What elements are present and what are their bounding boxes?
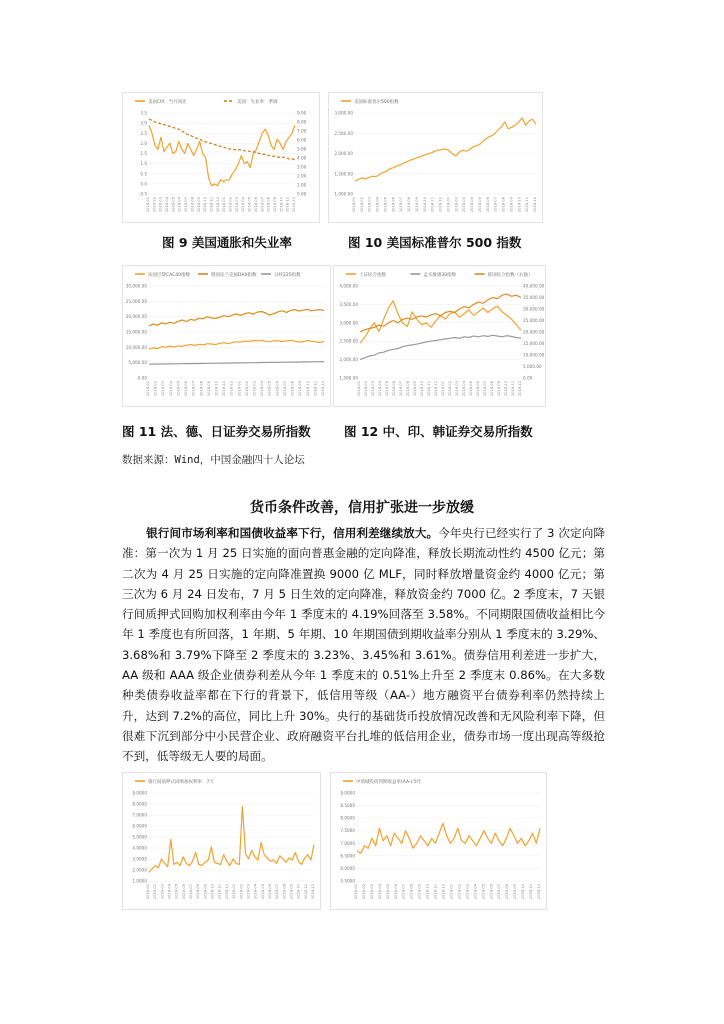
x-tick-label: 2018-08 — [409, 884, 414, 900]
x-tick-label: 2018-11 — [313, 381, 318, 397]
y-tick-label: 2,500.00 — [339, 338, 358, 344]
x-tick-label: 2018-07 — [260, 197, 265, 213]
y-tick-label: 3.0 — [140, 120, 147, 126]
x-tick-label: 2018-03 — [158, 197, 163, 213]
x-tick-label: 2018-09 — [513, 884, 518, 900]
y-tick-label: 1.0000 — [132, 878, 147, 884]
x-tick-label: 2018-02 — [454, 197, 459, 213]
chart-fig11 — [122, 265, 331, 407]
x-tick-label: 2018-10 — [305, 381, 310, 397]
x-tick-label: 2018-12 — [311, 884, 315, 900]
x-tick-label: 2018-09 — [497, 381, 501, 397]
series-line — [360, 294, 521, 332]
series-line — [149, 340, 324, 349]
y-right-tick-label: 30,000.00 — [523, 306, 545, 312]
y-right-tick-label: 20,000.00 — [523, 329, 545, 335]
series-line — [360, 335, 521, 359]
x-tick-label: 2018-11 — [303, 884, 308, 900]
x-tick-label: 2018-04 — [260, 381, 265, 397]
y-tick-label: 2.0 — [140, 140, 147, 146]
x-tick-label: 2018-06 — [267, 884, 272, 900]
x-tick-label: 2018-10 — [420, 381, 424, 397]
x-tick-label: 2018-12 — [292, 197, 296, 213]
x-tick-label: 2018-10 — [504, 381, 508, 397]
y-right-tick-label: 5.00 — [297, 146, 307, 152]
x-tick-label: 2018-05 — [267, 381, 272, 397]
x-tick-label: 2018-04 — [168, 381, 173, 397]
x-tick-label: 2018-06 — [391, 197, 396, 213]
x-tick-label: 2018-12 — [434, 381, 438, 397]
x-tick-label: 2018-10 — [296, 884, 301, 900]
x-tick-label: 2018-07 — [483, 381, 487, 397]
x-tick-label: 2018-11 — [529, 884, 534, 900]
legend-label: 孟买敏感30指数 — [423, 273, 457, 278]
x-tick-label: 2018-02 — [239, 884, 244, 900]
y-right-tick-label: 5,000.00 — [523, 364, 542, 369]
paragraph-text: 今年央行已经实行了 3 次定向降准：第一次为 1 月 25 日实施的面向普惠金融的定向降准，释放长期流动性约 4500 亿元；第二次为 4 月 25 日实施的定向降准置换 9000 亿 MLF，同时释放增量资金约 4000 亿元；第三次为 6 月 24 日发布，7 月 5 日生效的定向降准，释放资金约 7000 亿。2 季度末，7 天银行间质押式回购加权利率由今年 1 季度末的 4.19%回落至 3.58%。不同期限国债收益相比今年 1 季度也有所回落，1 年期、5 年期、10 年期国债到期收益率分别从 1 季度末的 3.29%、3.68%和 3.79%下降至 2 季度末的 3.23%、3.45%和 3.61%。债券信用利差进一步扩大，AA 级和 AAA 级企业债券利差从今年 1 季度末的 0.51%上升至 2 季度末 0.86%。在大多数种类债券收益率都在下行的背景下，低信用等级（AA-）地方融资平台债券利率仍然持续上升，达到 7.2%的高位，同比上升 30%。央行的基础货币投放情况改善和无风险利率下降，但很难下沉到部分中小民营企业、政府融资平台扎堆的低信用企业，债券市场一度出现高等级抢不到，低等级无人要的局面。 — [122, 526, 605, 764]
x-tick-label: 2018-08 — [290, 381, 295, 397]
y-tick-label: 5.0000 — [132, 834, 147, 840]
y-right-tick-label: 0.00 — [297, 191, 307, 197]
x-tick-label: 2018-12 — [537, 884, 541, 900]
x-tick-label: 2018-04 — [470, 197, 475, 213]
x-tick-label: 2018-11 — [511, 381, 515, 397]
data-source-note: 数据来源：Wind，中国金融四十人论坛 — [122, 454, 305, 466]
y-tick-label: 9.0000 — [132, 790, 147, 796]
x-tick-label: 2018-08 — [505, 884, 510, 900]
x-tick-label: 2018-11 — [525, 197, 530, 213]
x-tick-label: 2018-10 — [422, 197, 427, 213]
x-tick-label: 2018-03 — [234, 197, 239, 213]
y-right-tick-label: 2.00 — [297, 173, 307, 179]
y-right-tick-label: 9.00 — [297, 110, 307, 116]
y-tick-label: 8.0000 — [132, 801, 147, 807]
x-tick-label: 2018-01 — [237, 381, 242, 397]
x-tick-label: 2018-07 — [401, 884, 406, 900]
y-right-tick-label: 4.00 — [297, 155, 307, 161]
section-title: 货币条件改善，信用扩张进一步放缓 — [250, 500, 474, 516]
x-tick-label: 2018-12 — [215, 197, 220, 213]
x-tick-label: 2018-06 — [181, 884, 186, 900]
y-tick-label: 4.0000 — [132, 845, 147, 851]
y-tick-label: 6.0000 — [340, 865, 355, 871]
y-tick-label: 5,000.00 — [128, 360, 147, 366]
x-tick-label: 2018-08 — [282, 884, 287, 900]
series-line — [360, 301, 521, 343]
x-tick-label: 2018-05 — [469, 381, 473, 397]
y-tick-label: 5.5000 — [340, 878, 355, 884]
x-tick-label: 2018-02 — [457, 884, 462, 900]
x-tick-label: 2018-12 — [441, 884, 446, 900]
y-right-tick-label: 40,000.00 — [523, 283, 545, 289]
y-right-tick-label: 25,000.00 — [523, 318, 545, 323]
series-line — [149, 125, 295, 186]
x-tick-label: 2018-03 — [161, 381, 166, 397]
x-tick-label: 2018-06 — [476, 381, 480, 397]
y-right-tick-label: 0.00 — [523, 375, 533, 381]
y-tick-label: 2,500.00 — [334, 130, 353, 136]
y-right-tick-label: 7.00 — [297, 128, 307, 134]
x-tick-label: 2018-11 — [222, 381, 227, 397]
y-tick-label: 30,000.00 — [125, 283, 147, 289]
x-tick-label: 2018-10 — [214, 381, 219, 397]
x-tick-label: 2018-02 — [448, 381, 452, 397]
x-tick-label: 2018-03 — [246, 884, 251, 900]
y-tick-label: 2,000.00 — [334, 151, 353, 156]
y-tick-label: 0.0 — [140, 181, 147, 187]
x-tick-label: 2018-11 — [209, 197, 214, 213]
series-line — [357, 823, 540, 853]
y-right-tick-label: 3.00 — [297, 164, 307, 170]
x-tick-label: 2018-10 — [425, 884, 430, 900]
x-tick-label: 2018-01 — [352, 197, 356, 213]
legend-label: 韩国综合指数（右轴） — [487, 273, 533, 278]
x-tick-label: 2018-08 — [199, 381, 204, 397]
x-tick-label: 2018-09 — [414, 197, 419, 213]
x-tick-label: 2018-03 — [462, 197, 467, 213]
chart-fig11-svg — [123, 266, 332, 408]
x-tick-label: 2018-05 — [171, 197, 176, 213]
y-tick-label: 20,000.00 — [125, 314, 147, 320]
x-tick-label: 2018-01 — [357, 381, 361, 397]
legend-label: 法国巴黎CAC40指数 — [148, 273, 191, 278]
y-tick-label: 2.0000 — [132, 867, 147, 873]
x-tick-label: 2018-08 — [406, 381, 410, 397]
x-tick-label: 2018-04 — [241, 197, 246, 213]
legend-label: 美国CPI：当月同比 — [148, 100, 187, 105]
x-tick-label: 2018-12 — [533, 197, 537, 213]
chart-fig10-svg — [329, 93, 544, 224]
x-tick-label: 2018-02 — [244, 381, 249, 397]
x-tick-label: 2018-08 — [266, 197, 271, 213]
legend-label: 美国标准普尔500指数 — [354, 100, 399, 105]
x-tick-label: 2018-12 — [438, 197, 443, 213]
y-tick-label: 10,000.00 — [125, 344, 147, 350]
x-tick-label: 2018-04 — [165, 197, 170, 213]
legend-label: 日经225指数 — [274, 273, 301, 278]
y-right-tick-label: 10,000.00 — [523, 352, 545, 358]
x-tick-label: 2018-09 — [509, 197, 514, 213]
x-tick-label: 2018-12 — [518, 381, 522, 397]
x-tick-label: 2018-05 — [174, 884, 179, 900]
x-tick-label: 2018-01 — [232, 884, 237, 900]
x-tick-label: 2018-04 — [253, 884, 258, 900]
x-tick-label: 2018-07 — [493, 197, 498, 213]
x-tick-label: 2018-02 — [364, 381, 368, 397]
y-tick-label: 1,500.00 — [339, 375, 358, 381]
series-line — [149, 309, 324, 326]
x-tick-label: 2018-07 — [399, 197, 404, 213]
chart-fig9-svg — [123, 93, 321, 224]
x-tick-label: 2018-07 — [275, 884, 280, 900]
x-tick-label: 2018-12 — [224, 884, 229, 900]
x-tick-label: 2018-02 — [359, 197, 364, 213]
y-tick-label: 4,000.00 — [339, 283, 358, 289]
chart-fig14 — [330, 772, 547, 910]
x-tick-label: 2018-04 — [462, 381, 466, 397]
series-line — [149, 806, 314, 872]
y-right-tick-label: 8.00 — [297, 119, 307, 125]
legend-label: 德国法兰克福DAX指数 — [211, 273, 257, 278]
x-tick-label: 2018-03 — [371, 381, 375, 397]
caption-fig10: 图 10 美国标准普尔 500 指数 — [348, 235, 522, 250]
y-tick-label: 0.00 — [137, 375, 147, 381]
x-tick-label: 2018-09 — [206, 381, 211, 397]
x-tick-label: 2018-08 — [190, 197, 195, 213]
x-tick-label: 2018-02 — [153, 381, 158, 397]
x-tick-label: 2018-06 — [392, 381, 396, 397]
y-tick-label: 0.5 — [140, 171, 147, 177]
x-tick-label: 2018-09 — [417, 884, 422, 900]
x-tick-label: 2018-04 — [375, 197, 380, 213]
x-tick-label: 2018-09 — [203, 884, 208, 900]
x-tick-label: 2018-01 — [354, 884, 358, 900]
x-tick-label: 2018-07 — [282, 381, 287, 397]
x-tick-label: 2018-06 — [489, 884, 494, 900]
y-tick-label: 7.0000 — [132, 812, 147, 818]
x-tick-label: 2018-07 — [189, 884, 194, 900]
x-tick-label: 2018-03 — [252, 381, 257, 397]
x-tick-label: 2018-01 — [446, 197, 451, 213]
legend-label: 银行间质押式回购加权利率：7天 — [148, 780, 214, 785]
x-tick-label: 2018-06 — [177, 197, 182, 213]
x-tick-label: 2018-06 — [275, 381, 280, 397]
y-tick-label: 7.0000 — [340, 840, 355, 846]
chart-fig12-svg — [334, 266, 547, 408]
x-tick-label: 2018-02 — [228, 197, 233, 213]
caption-fig9: 图 9 美国通胀和失业率 — [162, 235, 292, 250]
legend-label: 中债城投债到期收益率(AA-):5年 — [356, 780, 422, 785]
x-tick-label: 2018-08 — [501, 197, 506, 213]
legend-label: 美国：失业率：季调 — [237, 100, 278, 105]
x-tick-label: 2018-07 — [191, 381, 196, 397]
x-tick-label: 2018-11 — [217, 884, 222, 900]
y-tick-label: 3.0000 — [132, 856, 147, 862]
x-tick-label: 2018-09 — [196, 197, 201, 213]
x-tick-label: 2018-09 — [413, 381, 417, 397]
y-tick-label: 3,500.00 — [339, 301, 358, 307]
x-tick-label: 2018-11 — [427, 381, 431, 397]
x-tick-label: 2018-05 — [260, 884, 265, 900]
x-tick-label: 2018-03 — [455, 381, 459, 397]
x-tick-label: 2018-11 — [430, 197, 435, 213]
x-tick-label: 2018-07 — [497, 884, 502, 900]
y-tick-label: 1.5 — [140, 151, 147, 156]
x-tick-label: 2018-09 — [289, 884, 294, 900]
x-tick-label: 2018-10 — [279, 197, 284, 213]
x-tick-label: 2018-04 — [378, 381, 382, 397]
paragraph-lead: 银行间市场利率和国债收益率下行，信用利差继续放大。 — [146, 526, 439, 540]
y-right-tick-label: 35,000.00 — [523, 295, 545, 300]
y-tick-label: 2.5 — [140, 130, 147, 136]
x-tick-label: 2018-01 — [146, 884, 150, 900]
x-tick-label: 2018-05 — [383, 197, 388, 213]
x-tick-label: 2018-03 — [160, 884, 165, 900]
y-tick-label: 6.0000 — [132, 823, 147, 829]
x-tick-label: 2018-03 — [465, 884, 470, 900]
body-paragraph — [122, 523, 605, 767]
x-tick-label: 2018-08 — [196, 884, 201, 900]
x-tick-label: 2018-09 — [272, 197, 277, 213]
x-tick-label: 2018-06 — [393, 884, 398, 900]
y-tick-label: 3,000.00 — [339, 320, 358, 326]
chart-fig13-svg — [123, 773, 322, 911]
caption-fig11: 图 11 法、德、日证券交易所指数 — [122, 424, 311, 439]
x-tick-label: 2018-02 — [153, 884, 158, 900]
x-tick-label: 2018-05 — [477, 197, 482, 213]
x-tick-label: 2018-08 — [407, 197, 412, 213]
y-tick-label: 1,500.00 — [334, 171, 353, 177]
x-tick-label: 2018-06 — [184, 381, 189, 397]
x-tick-label: 2018-05 — [247, 197, 252, 213]
series-line — [355, 118, 536, 181]
x-tick-label: 2018-05 — [176, 381, 181, 397]
x-tick-label: 2018-10 — [210, 884, 215, 900]
caption-fig12: 图 12 中、印、韩证券交易所指数 — [344, 424, 533, 439]
y-tick-label: 25,000.00 — [125, 298, 147, 304]
y-right-tick-label: 15,000.00 — [523, 341, 545, 346]
y-tick-label: 8.5000 — [340, 803, 355, 809]
x-tick-label: 2018-07 — [184, 197, 189, 213]
chart-fig14-svg — [331, 773, 548, 911]
x-tick-label: 2018-07 — [399, 381, 403, 397]
chart-fig9 — [122, 92, 320, 223]
x-tick-label: 2018-10 — [521, 884, 526, 900]
x-tick-label: 2018-05 — [385, 381, 389, 397]
x-tick-label: 2018-06 — [485, 197, 490, 213]
x-tick-label: 2018-11 — [285, 197, 290, 213]
x-tick-label: 2018-02 — [152, 197, 157, 213]
x-tick-label: 2018-03 — [369, 884, 374, 900]
y-tick-label: -0.5 — [138, 191, 147, 197]
chart-fig13 — [122, 772, 321, 910]
x-tick-label: 2018-05 — [481, 884, 486, 900]
x-tick-label: 2018-03 — [367, 197, 372, 213]
y-tick-label: 1,000.00 — [334, 191, 353, 197]
x-tick-label: 2018-01 — [449, 884, 454, 900]
x-tick-label: 2018-10 — [517, 197, 522, 213]
chart-fig10 — [328, 92, 543, 223]
x-tick-label: 2018-08 — [490, 381, 494, 397]
x-tick-label: 2018-04 — [377, 884, 382, 900]
y-right-tick-label: 6.00 — [297, 137, 307, 143]
x-tick-label: 2018-05 — [385, 884, 390, 900]
y-tick-label: 2,000.00 — [339, 357, 358, 363]
x-tick-label: 2018-12 — [321, 381, 325, 397]
x-tick-label: 2018-01 — [222, 197, 227, 213]
x-tick-label: 2018-11 — [433, 884, 438, 900]
legend-label: 上证综合指数 — [359, 273, 386, 278]
y-tick-label: 7.5000 — [340, 828, 355, 834]
x-tick-label: 2018-10 — [203, 197, 208, 213]
y-tick-label: 15,000.00 — [125, 329, 147, 335]
y-tick-label: 6.5000 — [340, 853, 355, 859]
y-right-tick-label: 1.00 — [297, 182, 307, 188]
x-tick-label: 2018-04 — [473, 884, 478, 900]
y-tick-label: 1.0 — [140, 161, 147, 167]
y-tick-label: 3.5 — [140, 110, 147, 116]
y-tick-label: 9.0000 — [340, 790, 355, 796]
x-tick-label: 2018-12 — [229, 381, 234, 397]
x-tick-label: 2018-01 — [441, 381, 445, 397]
y-tick-label: 3,000.00 — [334, 110, 353, 116]
x-tick-label: 2018-01 — [146, 197, 150, 213]
x-tick-label: 2018-02 — [361, 884, 366, 900]
x-tick-label: 2018-04 — [167, 884, 172, 900]
y-tick-label: 8.0000 — [340, 815, 355, 821]
chart-fig12 — [333, 265, 546, 407]
x-tick-label: 2018-09 — [298, 381, 303, 397]
x-tick-label: 2018-06 — [253, 197, 258, 213]
x-tick-label: 2018-01 — [146, 381, 150, 397]
